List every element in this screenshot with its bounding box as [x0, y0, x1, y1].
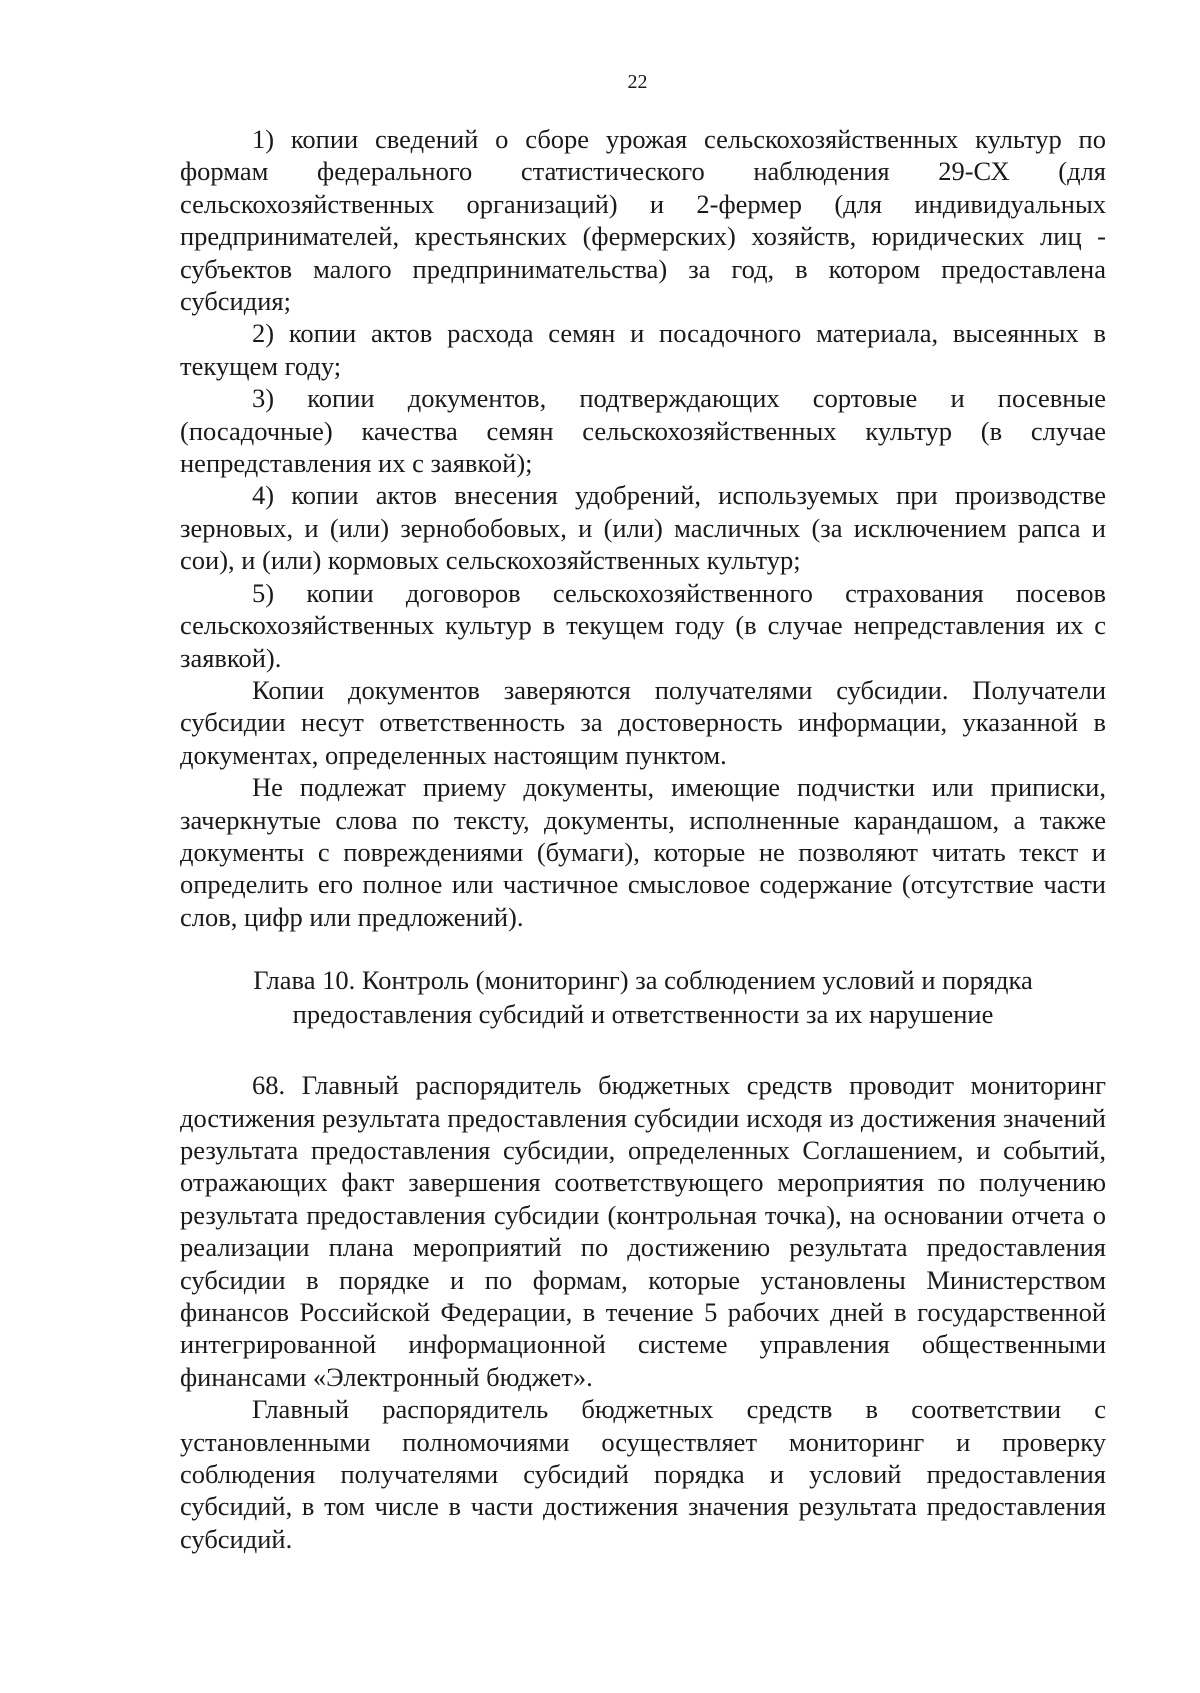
list-item-2: 2) копии актов расхода семян и посадочного материала, высеянных в текущем году;	[180, 318, 1106, 381]
list-item-3: 3) копии документов, подтверждающих сортовые и посевные (посадочные) качества семян сельскохозяйственных культур (в случае непредставления их с заявкой);	[180, 383, 1106, 479]
chapter-title-line-2: предоставления субсидий и ответственности за их нарушение	[292, 999, 994, 1030]
paragraph-monitoring: Главный распорядитель бюджетных средств в соответствии с установленными полномочиями осуществляет мониторинг и проверку соблюдения получателями субсидий порядка и условий предоставления субсидий, в том числе в части достижения значения результата предоставления субсидий.	[180, 1394, 1106, 1554]
paragraph-68: 68. Главный распорядитель бюджетных средств проводит мониторинг достижения результата предоставления субсидии исходя из достижения значений результата предоставления субсидии, определенных Соглашением, и событий, отражающих факт завершения соответствующего мероприятия по получению результата предоставления субсидии (контрольная точка), на основании отчета о реализации плана мероприятий по достижению результата предоставления субсидии в порядке и по формам, которые установлены Министерством финансов Российской Федерации, в течение 5 рабочих дней в государственной интегрированной информационной системе управления общественными финансами «Электронный бюджет».	[180, 1070, 1106, 1392]
list-item-4: 4) копии актов внесения удобрений, используемых при производстве зерновых, и (или) зернобобовых, и (или) масличных (за исключением рапса и сои), и (или) кормовых сельскохозяйственных культур;	[180, 480, 1106, 576]
chapter-title	[180, 963, 1106, 1031]
list-item-5: 5) копии договоров сельскохозяйственного страхования посевов сельскохозяйственных культур в текущем году (в случае непредставления их с заявкой).	[180, 577, 1106, 673]
paragraph-copies-certified: Копии документов заверяются получателями субсидии. Получатели субсидии несут ответственность за достоверность информации, указанной в документах, определенных настоящим пунктом.	[180, 674, 1106, 770]
paragraph-not-accepted: Не подлежат приему документы, имеющие подчистки или приписки, зачеркнутые слова по тексту, документы, исполненные карандашом, а также документы с повреждениями (бумаги), которые не позволяют читать текст и определить его полное или частичное смысловое содержание (отсутствие части слов, цифр или предложений).	[180, 772, 1106, 932]
chapter-title-line-1: Глава 10. Контроль (мониторинг) за соблюдением условий и порядка	[253, 965, 1033, 996]
page-number: 22	[627, 71, 648, 93]
document-body	[180, 123, 1106, 1555]
list-item-1: 1) копии сведений о сборе урожая сельскохозяйственных культур по формам федерального статистического наблюдения 29-СХ (для сельскохозяйственных организаций) и 2-фермер (для индивидуальных предпринимателей, крестьянских (фермерских) хозяйств, юридических лиц - субъектов малого предпринимательства) за год, в котором предоставлена субсидия;	[180, 124, 1106, 317]
